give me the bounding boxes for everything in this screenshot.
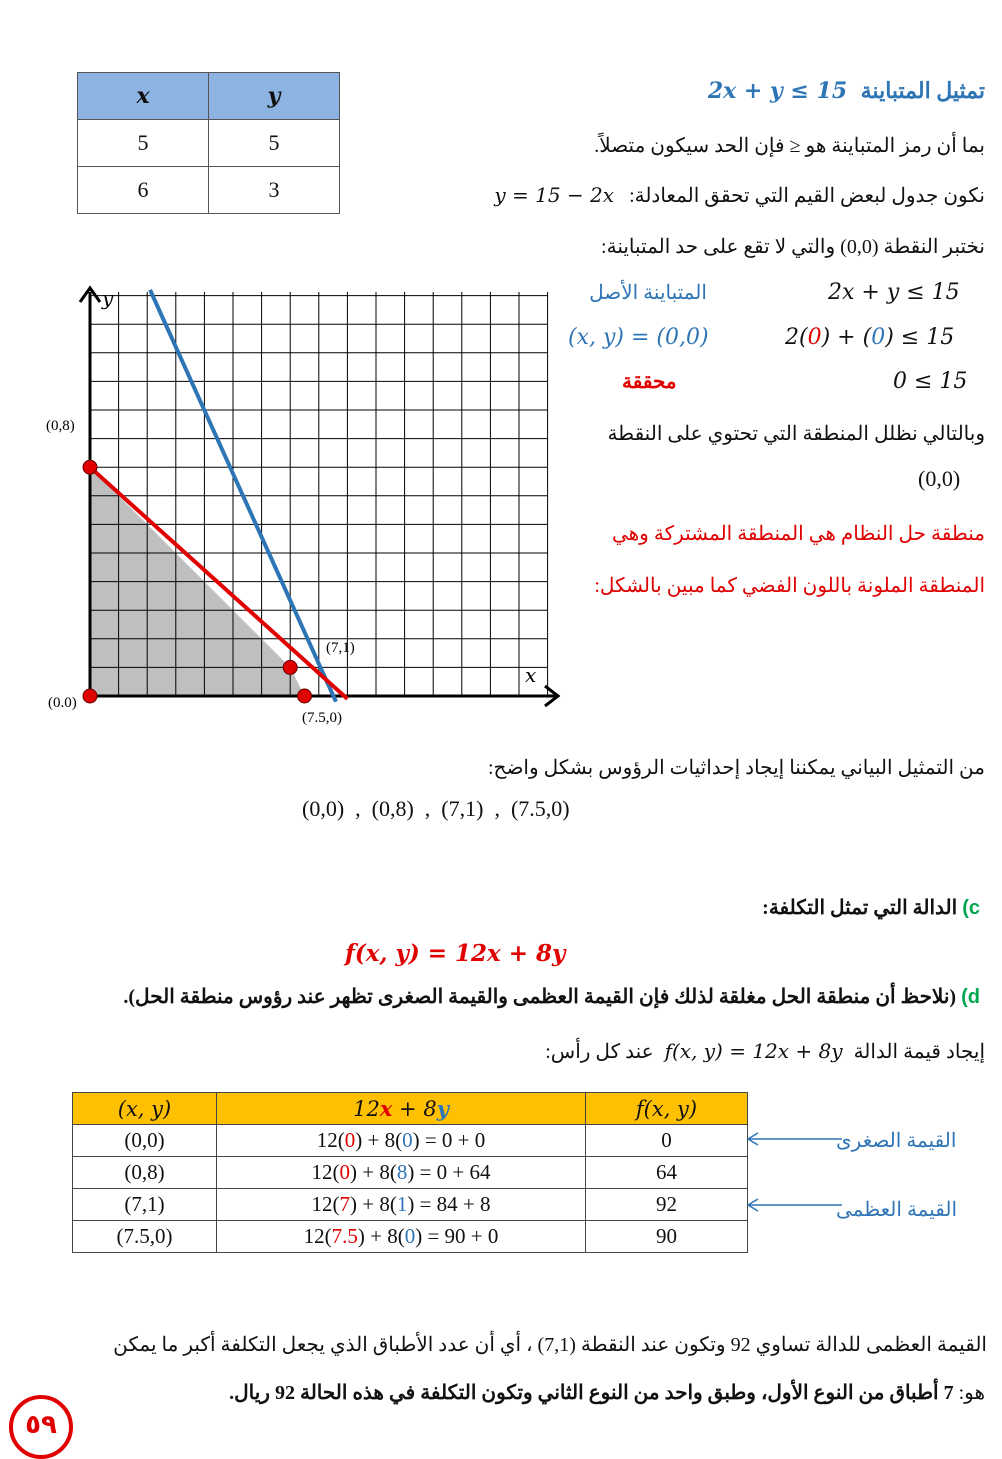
cost-function: f(x, y) = 12x + 8y — [345, 940, 566, 967]
function-table-header: f(x, y) — [586, 1093, 748, 1125]
table-cell-point: (0,0) — [73, 1125, 217, 1157]
x-axis-label: x — [525, 663, 537, 687]
table-cell-value: 0 — [586, 1125, 748, 1157]
conclusion-prefix: هو: — [958, 1382, 985, 1404]
table-row — [78, 167, 340, 214]
table-cell-value: 90 — [586, 1221, 748, 1253]
conclusion-line-2 — [105, 1380, 985, 1405]
conclusion-answer: 7 أطباق من النوع الأول، وطبق واحد من النوع الثاني وتكون التكلفة في هذه الحالة 92 ريال. — [229, 1382, 954, 1404]
subst-x: 0 — [807, 325, 822, 350]
values-table-header-x: x — [78, 73, 209, 120]
shade-note-1: وبالتالي نظلل المنطقة التي تحتوي على النقطة — [607, 423, 985, 445]
test-result: 0 ≤ 15 — [893, 369, 968, 394]
table-cell: 5 — [78, 120, 209, 167]
vertex-point — [298, 689, 312, 703]
satisfied-label: محققة — [622, 371, 677, 393]
table-cell-point: (0,8) — [73, 1157, 217, 1189]
subst-y: 0 — [871, 325, 886, 350]
table-intro-math: y = 15 − 2x — [494, 183, 615, 207]
part-c-text: الدالة التي تمثل التكلفة: — [762, 897, 958, 919]
evaluate-intro — [465, 1039, 985, 1064]
section-title — [565, 78, 985, 104]
shade-note-2: (0,0) — [918, 466, 961, 491]
table-cell-point: (7.5,0) — [73, 1221, 217, 1253]
part-d-text: (نلاحظ أن منطقة الحل مغلقة لذلك فإن القيمة العظمى والقيمة الصغرى تظهر عند رؤوس منطقة الحل). — [123, 986, 957, 1008]
table-cell: 6 — [78, 167, 209, 214]
max-label: القيمة العظمى — [836, 1199, 958, 1221]
page-number-badge — [9, 1395, 73, 1459]
table-cell-expression: 12(0) + 8(8) = 0 + 64 — [217, 1157, 586, 1189]
table-row — [73, 1125, 748, 1157]
inequality-graph — [40, 280, 580, 735]
page-number: ٥٩ — [25, 1410, 57, 1440]
test-point-label: (x, y) = (0,0) — [568, 325, 709, 350]
vertex-point — [83, 689, 97, 703]
values-table-header-y: y — [209, 73, 340, 120]
table-cell: 3 — [209, 167, 340, 214]
original-inequality: 2x + y ≤ 15 — [828, 280, 960, 305]
table-cell-expression: 12(7) + 8(1) = 84 + 8 — [217, 1189, 586, 1221]
function-table — [72, 1092, 748, 1253]
vertex-label: (7.5,0) — [302, 710, 342, 726]
table-cell-value: 92 — [586, 1189, 748, 1221]
table-row — [73, 1221, 748, 1253]
solution-region-2: المنطقة الملونة باللون الفضي كما مبين بالشكل: — [594, 575, 985, 597]
conclusion-line-1: القيمة العظمى للدالة تساوي 92 وتكون عند النقطة (7,1) ، أي أن عدد الأطباق الذي يجعل التكلفة أكبر ما يمكن — [113, 1334, 987, 1356]
vertex-label: (0,8) — [46, 418, 75, 434]
table-row — [78, 120, 340, 167]
evaluate-intro-1: إيجاد قيمة الدالة — [853, 1041, 985, 1063]
section-title-text: تمثيل المتباينة — [860, 78, 985, 103]
part-c-letter: c) — [962, 897, 980, 919]
min-label: القيمة الصغرى — [836, 1130, 957, 1152]
vertices-intro: من التمثيل البياني يمكننا إيجاد إحداثيات الرؤوس بشكل واضح: — [487, 757, 985, 779]
vertex-point — [283, 660, 297, 674]
solution-region-1: منطقة حل النظام هي المنطقة المشتركة وهي — [611, 523, 985, 545]
table-row — [73, 1189, 748, 1221]
section-title-math: 2x + y ≤ 15 — [707, 78, 848, 104]
vertex-label: (7,1) — [326, 640, 355, 656]
values-table — [77, 72, 340, 214]
table-cell: 5 — [209, 120, 340, 167]
evaluate-intro-2: عند كل رأس: — [545, 1041, 654, 1063]
substitution: 2(0) + (0) ≤ 15 — [785, 325, 955, 350]
test-point-intro: نختبر النقطة (0,0) والتي لا تقع على حد المتباينة: — [601, 236, 985, 258]
part-d-letter: d) — [961, 986, 980, 1008]
evaluate-intro-math: f(x, y) = 12x + 8y — [664, 1039, 843, 1063]
part-d — [20, 984, 980, 1009]
original-inequality-label: المتباينة الأصل — [589, 282, 707, 304]
table-row — [73, 1157, 748, 1189]
part-c — [680, 895, 980, 920]
vertices-list: (0,0) , (0,8) , (7,1) , (7.5,0) — [302, 796, 570, 821]
table-cell-expression: 12(7.5) + 8(0) = 90 + 0 — [217, 1221, 586, 1253]
vertex-label: (0.0) — [48, 695, 77, 711]
table-cell-expression: 12(0) + 8(0) = 0 + 0 — [217, 1125, 586, 1157]
boundary-note: بما أن رمز المتباينة هو ≤ فإن الحد سيكون متصلاً. — [594, 135, 985, 157]
table-intro — [425, 183, 985, 208]
y-axis-label: y — [102, 286, 114, 310]
function-table-header: 12x + 8y — [217, 1093, 586, 1125]
table-intro-text: نكون جدول لبعض القيم التي تحقق المعادلة: — [629, 185, 985, 207]
table-cell-point: (7,1) — [73, 1189, 217, 1221]
table-cell-value: 64 — [586, 1157, 748, 1189]
value-arrows — [740, 1125, 850, 1225]
function-table-header: (x, y) — [73, 1093, 217, 1125]
vertex-point — [83, 460, 97, 474]
